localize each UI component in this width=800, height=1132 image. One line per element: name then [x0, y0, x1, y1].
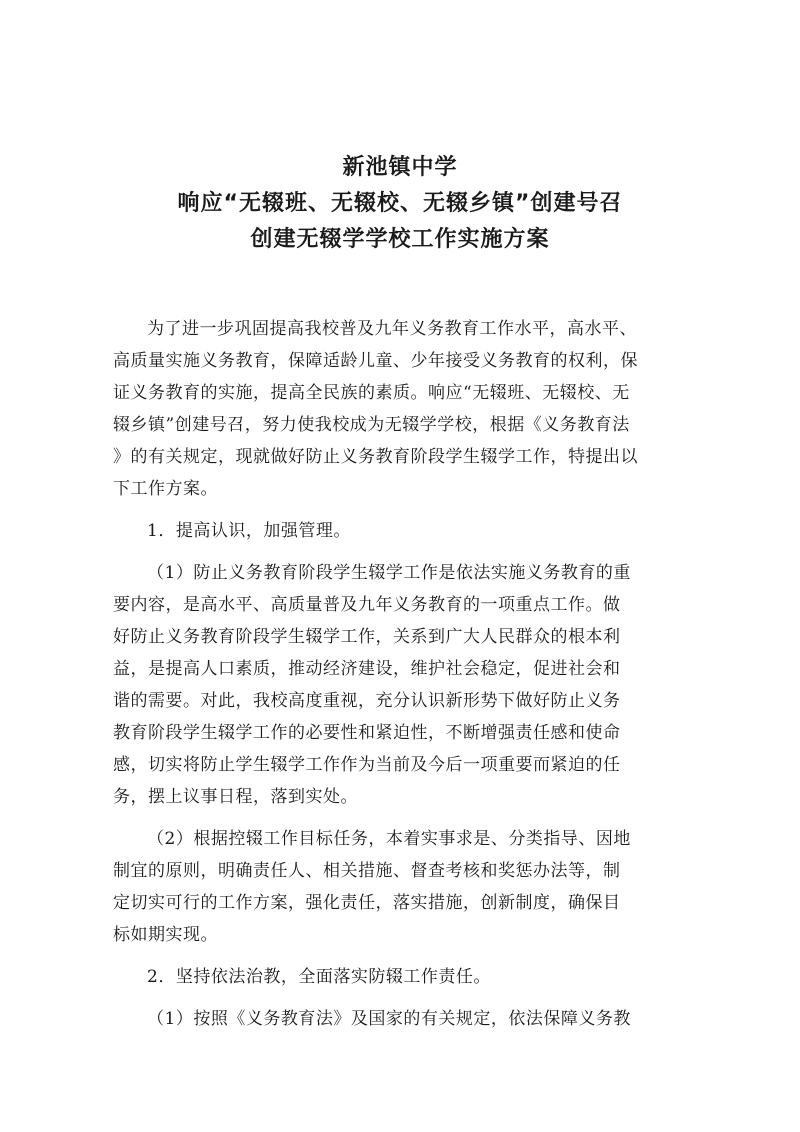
paragraph-line: 务，摆上议事日程，落到实处。: [113, 787, 358, 807]
section-1-heading: [113, 515, 717, 547]
intro-line: 为了进一步巩固提高我校普及九年义务教育工作水平，高水平、: [147, 319, 637, 339]
paragraph-line: 谐的需要。对此，我校高度重视，充分认识新形势下做好防止义务: [113, 691, 621, 711]
paragraph-line: 益，是提高人口素质，推动经济建设，维护社会稳定，促进社会和: [113, 659, 621, 679]
intro-line: 下工作方案。: [113, 479, 218, 499]
intro-line: 》的有关规定，现就做好防止义务教育阶段学生辍学工作，特提出以: [113, 447, 638, 467]
plan-title: 创建无辍学学校工作实施方案: [250, 227, 550, 252]
paragraph-line: 标如期实现。: [113, 925, 218, 945]
intro-line: 高质量实施义务教育，保障适龄儿童、少年接受义务教育的权利，保: [113, 351, 638, 371]
campaign-title: 响应“无辍班、无辍校、无辍乡镇”创建号召: [177, 191, 623, 216]
intro-line: 辍乡镇”创建号召，努力使我校成为无辍学学校，根据《义务教育法: [113, 415, 630, 435]
section-heading-text: 2．坚持依法治教，全面落实防辍工作责任。: [147, 967, 491, 987]
paragraph-line: 感，切实将防止学生辍学工作作为当前及今后一项重要而紧迫的任: [113, 755, 621, 775]
paragraph-line: 定切实可行的工作方案，强化责任，落实措施，创新制度，确保目: [113, 893, 621, 913]
paragraph-line: 好防止义务教育阶段学生辍学工作，关系到广大人民群众的根本利: [113, 627, 621, 647]
section-2-item-1: [113, 1003, 717, 1035]
paragraph-line: 教育阶段学生辍学工作的必要性和紧迫性，不断增强责任感和使命: [113, 723, 621, 743]
section-heading-text: 1．提高认识，加强管理。: [147, 521, 351, 541]
paragraph-line: 要内容，是高水平、高质量普及九年义务教育的一项重点工作。做: [113, 595, 621, 615]
paragraph-line: （1）按照《义务教育法》及国家的有关规定，依法保障义务教: [147, 1009, 631, 1029]
paragraph-line: （2）根据控辍工作目标任务，本着实事求是、分类指导、因地: [147, 829, 631, 849]
document-title-block: [0, 150, 800, 258]
paragraph-line: （1）防止义务教育阶段学生辍学工作是依法实施义务教育的重: [147, 563, 631, 583]
paragraph-line: 制宜的原则，明确责任人、相关措施、督查考核和奖惩办法等，制: [113, 861, 621, 881]
intro-line: 证义务教育的实施，提高全民族的素质。响应“无辍班、无辍校、无: [113, 383, 630, 403]
section-1-item-2: [113, 823, 717, 951]
section-2-heading: [113, 961, 717, 993]
section-1-item-1: [113, 557, 717, 813]
document-body: [113, 313, 717, 1035]
school-name-title: 新池镇中学: [342, 155, 458, 180]
intro-paragraph: [113, 313, 717, 505]
